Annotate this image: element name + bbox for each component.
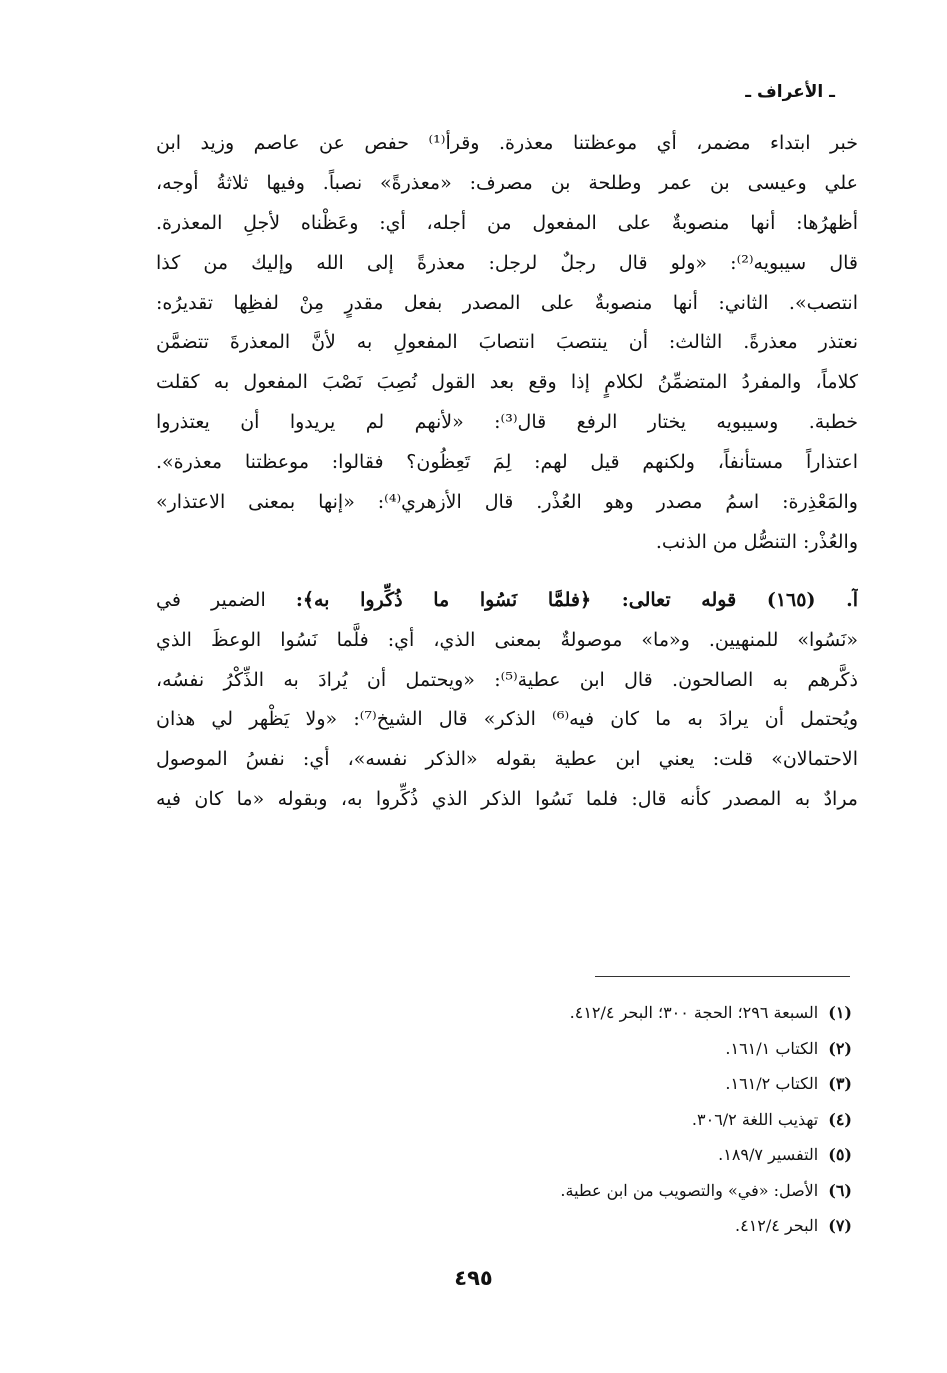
footnote-text: الأصل: «في» والتصويب من ابن عطية. (560, 1180, 819, 1200)
text-line: أظهرُها: أنها منصوبةٌ على المفعول من أجله، أي: وعَظْناه لأجلِ المعذرة. (156, 211, 858, 234)
text-line: نعتذر معذرةً. الثالث: أن ينتصبَ انتصابَ المفعولِ به لأنَّ المعذرةَ تتضمَّن (156, 331, 858, 354)
text-line: قال سيبويه⁽²⁾: «ولو قال رجلٌ لرجل: معذرةً إلى الله وإليك من كذا (156, 251, 858, 274)
footnote-number: (١) (828, 1003, 852, 1022)
footnote-number: (٦) (828, 1180, 852, 1200)
verse-heading-line (156, 581, 858, 621)
text-line: ذكَّرهم به الصالحون. قال ابن عطية⁽⁵⁾: «ويحتمل أن يُرادَ به الذِّكْرُ نفسُه، (156, 668, 858, 691)
footnote-item (152, 1173, 852, 1209)
footnote-item (152, 1102, 852, 1138)
footnote-item (152, 995, 852, 1031)
verse-heading: آ. (١٦٥) قوله تعالى: ﴿فلمَّا نَسُوا ما ذُكِّروا به﴾: (295, 588, 858, 611)
footnote-text: التفسير ١٨٩/٧. (718, 1145, 819, 1164)
text-line: مرادٌ به المصدر كأنه قال: فلما نَسُوا الذكر الذي ذُكِّروا به، وبقوله «ما كان فيه (156, 788, 858, 811)
text-line: ويُحتمل أن يرادَ به ما كان فيه⁽⁶⁾ الذكر» قال الشيخ⁽⁷⁾: «ولا يَظْهر لي هذان (156, 708, 858, 731)
text-line: «نَسُوا» للمنهيين. و«ما» موصولةٌ بمعنى الذي، أي: فلَّما نَسُوا الوعظَ الذي (156, 628, 858, 651)
running-header: ـ الأعراف ـ (745, 82, 835, 102)
footnote-item (152, 1208, 852, 1244)
text-line: كلاماً، والمفردُ المتضمِّنُ لكلامٍ إذا وقع بعد القول نُصِبَ نَصْبَ المفعول به كقلت (156, 371, 858, 394)
footnote-item (152, 1031, 852, 1067)
main-text (156, 124, 858, 820)
footnote-text: البحر ٤١٢/٤. (735, 1216, 819, 1235)
page-number: ٤٩٥ (454, 1266, 493, 1290)
footnote-item (152, 1137, 852, 1173)
footnotes (152, 995, 852, 1244)
text-line: اعتذاراً مستأنفاً، ولكنهم قيل لهم: لِمَ تَعِظُون؟ فقالوا: موعظتنا معذرة». (156, 451, 858, 474)
text-line: انتصب». الثاني: أنها منصوبةٌ على المصدر بفعل مقدرٍ مِنْ لفظِها تقديرُه: (156, 291, 858, 314)
footnote-number: (٢) (828, 1038, 852, 1058)
footnote-text: السبعة ٢٩٦؛ الحجة ٣٠٠؛ البحر ٤١٢/٤. (569, 1003, 819, 1022)
text-line: علي وعيسى بن عمر وطلحة بن مصرف: «معذرةً» نصباً. وفيها ثلاثةُ أوجه، (156, 171, 858, 194)
text-line: والمَعْذِرة: اسمُ مصدر وهو العُذْر. قال الأزهري⁽⁴⁾: «إنها بمعنى الاعتذار» (156, 491, 858, 514)
text-line: الاحتمالان» قلت: يعني ابن عطية بقوله «الذكر نفسه»، أي: نفسُ الموصول (156, 748, 858, 771)
footnote-number: (٧) (828, 1216, 852, 1235)
footnote-item (152, 1066, 852, 1102)
text-line: خبر ابتداء مضمر، أي موعظتنا معذرة. وقرأ⁽¹⁾ حفص عن عاصم وزيد ابن (156, 132, 858, 154)
footnote-number: (٣) (828, 1074, 852, 1093)
verse-heading-tail: الضمير في (156, 588, 296, 611)
text-line: خطبة. وسيبويه يختار الرفع قال⁽³⁾: «لأنهم لم يريدوا أن يعتذروا (156, 411, 858, 434)
footnote-number: (٥) (828, 1145, 852, 1164)
footnote-divider (595, 976, 850, 977)
footnote-number: (٤) (828, 1109, 852, 1129)
footnote-text: الكتاب ١٦١/١. (725, 1038, 819, 1058)
footnote-text: تهذيب اللغة ٣٠٦/٢. (691, 1109, 819, 1129)
text-line: والعُذْر: التنصُّل من الذنب. (655, 530, 858, 553)
footnote-text: الكتاب ١٦١/٢. (725, 1074, 819, 1093)
